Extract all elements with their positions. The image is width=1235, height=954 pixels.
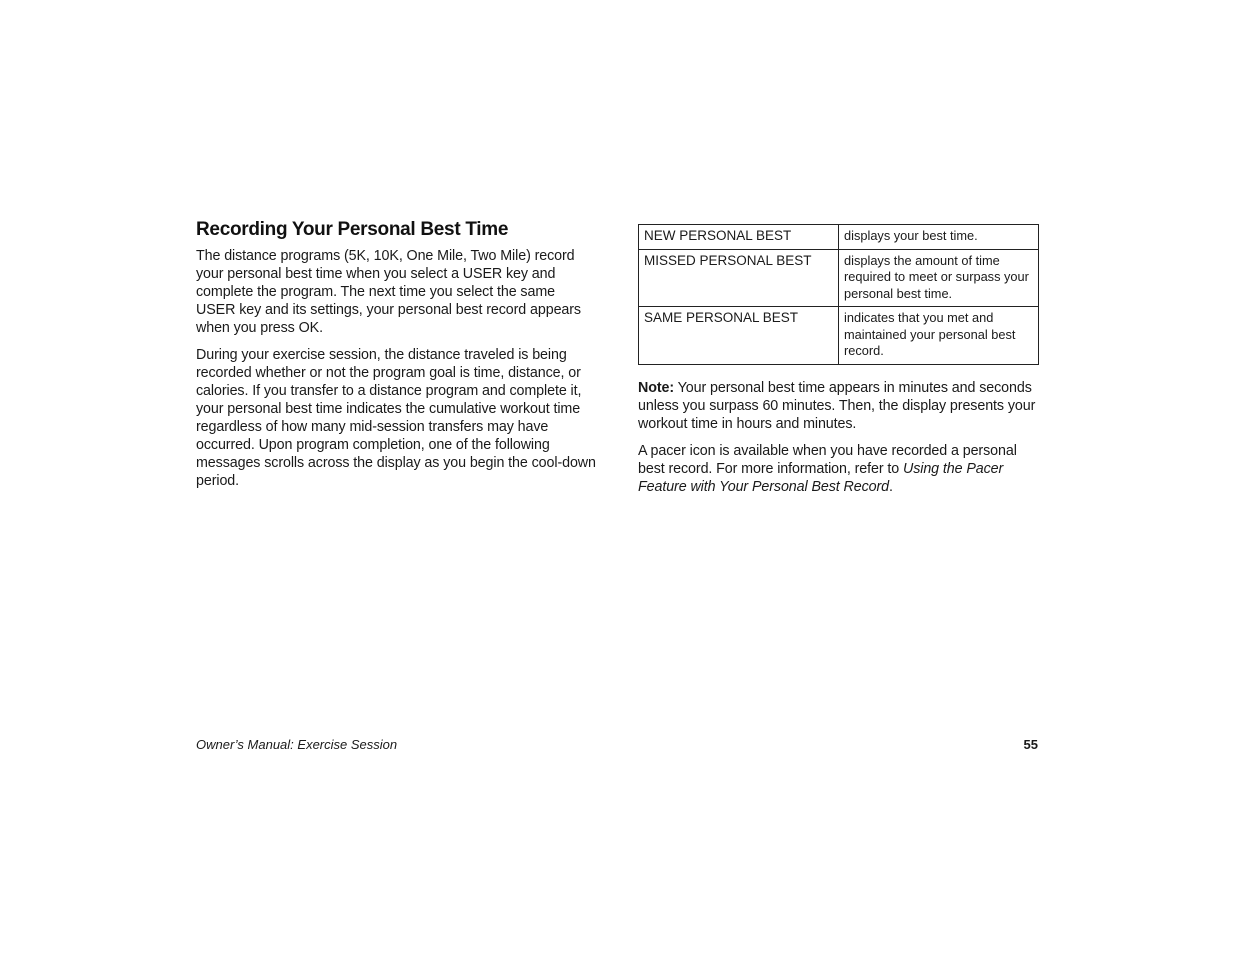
left-column <box>196 247 598 499</box>
page-number: 55 <box>1023 737 1038 752</box>
message-cell: MISSED PERSONAL BEST <box>639 249 839 307</box>
messages-table <box>638 224 1039 365</box>
message-cell: NEW PERSONAL BEST <box>639 225 839 250</box>
pacer-paragraph <box>638 442 1039 496</box>
section-heading: Recording Your Personal Best Time <box>196 219 509 240</box>
table-row <box>639 249 1039 307</box>
description-cell: displays your best time. <box>839 225 1039 250</box>
description-cell: indicates that you met and maintained your personal best record. <box>839 307 1039 365</box>
session-paragraph: During your exercise session, the distance traveled is being recorded whether or not the program goal is time, distance, or calories. If you transfer to a distance program and complete it, your personal best time indicates the cumulative workout time regardless of how many mid-session transfers may have occurred. Upon program completion, one of the following messages scrolls across the display as you begin the cool-down period. <box>196 347 596 489</box>
description-cell: displays the amount of time required to meet or surpass your personal best time. <box>839 249 1039 307</box>
pacer-text: A pacer icon is available when you have recorded a personal best record. For more information, refer to <box>638 442 1017 477</box>
note-text: Your personal best time appears in minutes and seconds unless you surpass 60 minutes. Then, the display presents your workout time in hours and minutes. <box>638 379 1036 432</box>
pacer-reference: Using the Pacer Feature with Your Personal Best Record <box>638 460 1004 495</box>
pacer-suffix: . <box>889 478 893 495</box>
table-row <box>639 225 1039 250</box>
table-row <box>639 307 1039 365</box>
footer-title: Owner’s Manual: Exercise Session <box>196 737 398 752</box>
intro-paragraph: The distance programs (5K, 10K, One Mile, Two Mile) record your personal best time when you select a USER key and complete the program. The next time you select the same USER key and its settings, your personal best record appears when you press OK. <box>196 248 581 336</box>
right-column <box>638 224 1039 505</box>
message-cell: SAME PERSONAL BEST <box>639 307 839 365</box>
note-label: Note: <box>638 379 675 396</box>
note-paragraph <box>638 379 1039 433</box>
